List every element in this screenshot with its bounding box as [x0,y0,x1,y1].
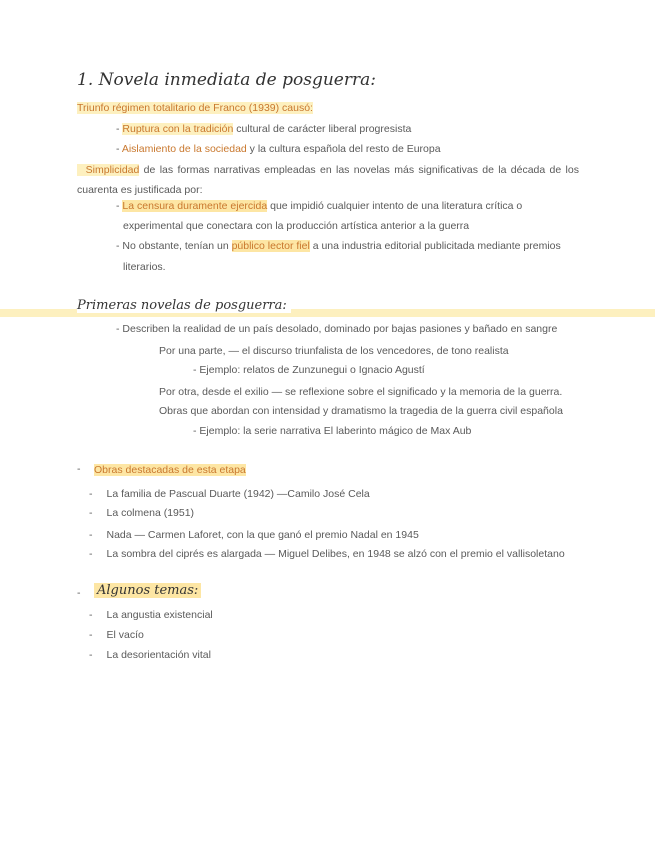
effect-item-2-rest: y la cultura española del resto de Europa [246,143,441,155]
por-una-parte-line [159,345,509,357]
work-item-4-dash: - [89,548,93,560]
cause-item-2 [116,240,561,252]
work-item-1-dash: - [89,488,93,500]
theme-item-3-dash: - [89,649,93,661]
describen-line [116,323,557,335]
cause-item-2-line2 [123,261,166,273]
section2-title-text: Primeras novelas de posguerra: [77,298,287,313]
work-item-1-text: La familia de Pascual Duarte (1942) —Camilo José Cela [106,488,370,500]
section1-title [77,70,376,90]
cause-item-1-line2 [123,220,469,232]
theme-item-1-text: La angustia existencial [106,609,213,621]
simplicidad-paragraph [77,160,579,200]
theme-item-3-text: La desorientación vital [106,649,211,661]
section3-dash: - [77,463,81,475]
theme-item-2-text: El vacío [106,629,144,641]
work-item-3 [89,529,419,541]
cause-item-2-prefix: - No obstante, tenían un [116,240,232,252]
ejemplo2-line [193,425,471,437]
ejemplo2-text: - Ejemplo: la serie narrativa El laberinto mágico de Max Aub [193,425,472,437]
work-item-1 [89,488,370,500]
cause-item-2-rest: a una industria editorial publicitada mediante premios [309,240,561,252]
cause-item-2-line2-text: literarios. [123,261,166,273]
section2-title [77,298,291,313]
simplicidad-word: Simplicidad [85,164,140,176]
cause-item-1-rest: que impidió cualquier intento de una literatura crítica o [267,200,523,212]
triunfo-text: Triunfo régimen totalitario de Franco (1939) causó: [77,102,313,114]
theme-item-1-dash: - [89,609,93,621]
por-otra-text: Por otra, desde el exilio — se reflexione sobre el significado y la memoria de la guerra. [159,386,563,398]
section4-heading [94,583,201,598]
work-item-2-text: La colmena (1951) [106,507,195,519]
effect-item-2 [116,143,441,155]
describen-text: - Describen la realidad de un país desolado, dominado por bajas pasiones y bañado en sangre [116,323,558,335]
section4-dash: - [77,587,81,599]
section3-heading [94,464,246,476]
theme-item-1 [89,609,213,621]
work-item-4-text: La sombra del ciprés es alargada — Miguel Delibes, en 1948 se alzó con el premio el vallisoletano [106,548,565,560]
theme-item-3 [89,649,211,661]
cause-item-1 [116,200,522,212]
work-item-3-text: Nada — Carmen Laforet, con la que ganó el premio Nadal en 1945 [106,529,419,541]
obras-abordan-text: Obras que abordan con intensidad y dramatismo la tragedia de la guerra civil española [159,405,563,417]
simplicidad-highlight [77,164,139,176]
work-item-3-dash: - [89,529,93,541]
effect-item-1 [116,123,411,135]
cause-item-1-prefix: - [116,200,123,212]
cause-item-1-line2-text: experimental que conectara con la producción artística anterior a la guerra [123,220,470,232]
por-otra-line [159,386,562,398]
effect-item-1-highlight: Ruptura con la tradición [122,123,234,135]
obras-abordan-line [159,405,563,417]
work-item-2 [89,507,194,519]
effect-item-2-highlight: Aislamiento de la sociedad [121,143,247,155]
ejemplo1-text: - Ejemplo: relatos de Zunzunegui o Ignacio Agustí [193,364,425,376]
por-una-parte-text: Por una parte, — el discurso triunfalista de los vencedores, de tono realista [159,345,509,357]
effect-item-2-prefix: - [116,143,122,155]
cause-item-2-highlight: público lector fiel [231,240,310,252]
theme-item-2 [89,629,144,641]
section1-title-text: 1. Novela inmediata de posguerra: [77,70,376,90]
theme-item-2-dash: - [89,629,93,641]
simplicidad-rest: de las formas narrativas empleadas en las novelas más significativas de la década de los cuarenta es justificada por: [77,164,579,196]
ejemplo1-line [193,364,425,376]
effect-item-1-prefix: - [116,123,123,135]
cause-item-1-highlight: La censura duramente ejercida [122,200,268,212]
section3-heading-text: Obras destacadas de esta etapa [94,464,246,476]
effect-item-1-rest: cultural de carácter liberal progresista [233,123,412,135]
section4-heading-text: Algunos temas: [97,583,199,598]
work-item-2-dash: - [89,507,93,519]
triunfo-line [77,102,313,114]
work-item-4 [89,548,565,560]
